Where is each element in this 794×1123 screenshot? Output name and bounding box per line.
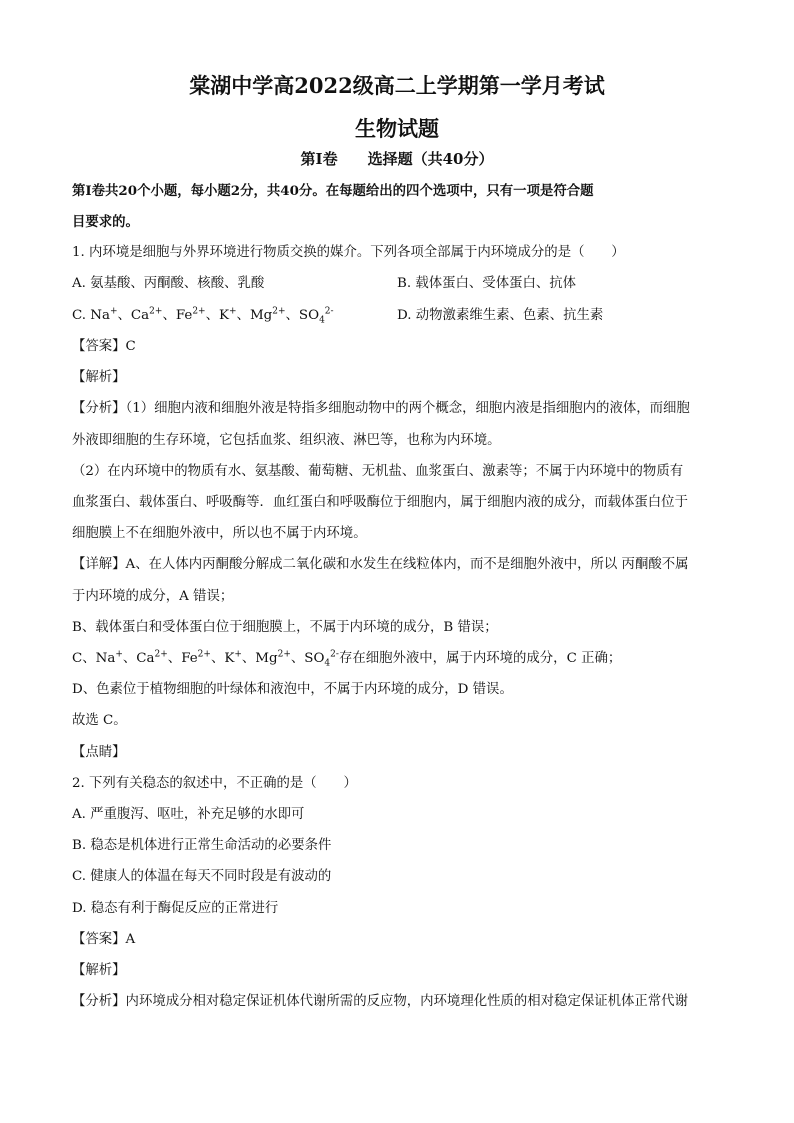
- ion: $Mg^{2+}$: [249, 306, 286, 323]
- q2-fenxi-line: 【分析】内环境成分相对稳定保证机体代谢所需的反应物，内环境理化性质的相对稳定保证机体正常代谢: [72, 994, 688, 1009]
- q1-stem: 1. 内环境是细胞与外界环境进行物质交换的媒介。下列各项全部属于内环境成分的是（ ）: [72, 245, 625, 260]
- q1-analysis-label: 【解析】: [72, 370, 126, 385]
- q1-fenxi-line: 外液即细胞的生存环境，它包括血浆、组织液、淋巴等，也称为内环境。: [72, 433, 501, 448]
- q2-answer: 【答案】A: [72, 932, 136, 947]
- ion: K+: [218, 306, 237, 323]
- q2-analysis-label: 【解析】: [72, 963, 126, 978]
- q1-xiangjie-line: 于内环境的成分，A 错误；: [72, 589, 234, 604]
- ion: $Fe^{2+}$: [175, 306, 206, 323]
- ion: $Ca^{2+}$: [130, 306, 163, 323]
- instructions-line-2: 目要求的。: [72, 214, 139, 230]
- ion: $SO_4^{2-}$: [304, 649, 339, 669]
- ion: Na+: [90, 306, 118, 323]
- instructions-line-1: 第I卷共20个小题，每小题2分，共40分。在每题给出的四个选项中，只有一项是符合题: [72, 183, 594, 199]
- q1-xiangjie-line: D、色素位于植物细胞的叶绿体和液泡中，不属于内环境的成分，D 错误。: [72, 682, 513, 697]
- q2-option-b: B. 稳态是机体进行正常生命活动的必要条件: [72, 838, 332, 853]
- ion: $Fe^{2+}$: [181, 649, 211, 666]
- section-heading: 第I卷 选择题（共40分）: [300, 150, 494, 168]
- q1-option-d: D. 动物激素维生素、色素、抗生素: [397, 308, 604, 323]
- ion: $Mg^{2+}$: [255, 649, 291, 666]
- q2-stem: 2. 下列有关稳态的叙述中，不正确的是（ ）: [72, 776, 357, 791]
- ion: Na+: [95, 649, 123, 666]
- q1-answer: 【答案】C: [72, 339, 136, 354]
- q2-option-d: D. 稳态有利于酶促反应的正常进行: [72, 901, 279, 916]
- q1-fenxi-line: 细胞膜上不在细胞外液中，所以也不属于内环境。: [72, 526, 367, 541]
- q1-conclusion: 故选 C。: [72, 713, 127, 728]
- ion-list: Na+、$Ca^{2+}$、$Fe^{2+}$、K+、$Mg^{2+}$、$SO_4^{2-}$: [90, 306, 334, 326]
- q1-fenxi-line: 【分析】（1）细胞内液和细胞外液是特指多细胞动物中的两个概念，细胞内液是指细胞内的液体，而细胞: [72, 401, 690, 416]
- q1-xiangjie-line: 【详解】A、在人体内丙酮酸分解成二氧化碳和水发生在线粒体内，而不是细胞外液中，所以 丙酮酸不属: [72, 557, 689, 572]
- q1-option-a: A. 氨基酸、丙酮酸、核酸、乳酸: [72, 276, 265, 291]
- q1-xiangjie-line: B、载体蛋白和受体蛋白位于细胞膜上，不属于内环境的成分，B 错误；: [72, 620, 498, 635]
- q1-option-b: B. 载体蛋白、受体蛋白、抗体: [397, 276, 577, 291]
- q2-option-c: C. 健康人的体温在每天不同时段是有波动的: [72, 869, 332, 884]
- ion: $SO_4^{2-}$: [298, 306, 334, 326]
- ion: K+: [224, 649, 242, 666]
- q1-xiangjie-line: C、Na+、$Ca^{2+}$、$Fe^{2+}$、K+、$Mg^{2+}$、$SO_4^{2-}$存在细胞外液中，属于内环境的成分，C 正确；: [72, 649, 622, 669]
- ion: $Ca^{2+}$: [136, 649, 168, 666]
- exam-subject: 生物试题: [355, 116, 439, 141]
- q1-option-c: C. Na+、$Ca^{2+}$、$Fe^{2+}$、K+、$Mg^{2+}$、$SO_4^{2-}$: [72, 306, 334, 326]
- q2-option-a: A. 严重腹泻、呕吐，补充足够的水即可: [72, 807, 305, 822]
- q1-dianjing: 【点睛】: [72, 745, 126, 760]
- exam-title: 棠湖中学高2022级高二上学期第一学月考试: [189, 73, 605, 98]
- q1-fenxi-line: 血浆蛋白、载体蛋白、呼吸酶等．血红蛋白和呼吸酶位于细胞内，属于细胞内液的成分，而载体蛋白位于: [72, 495, 688, 510]
- q1-fenxi-line: （2）在内环境中的物质有水、氨基酸、葡萄糖、无机盐、血浆蛋白、激素等；不属于内环境中的物质有: [72, 464, 684, 479]
